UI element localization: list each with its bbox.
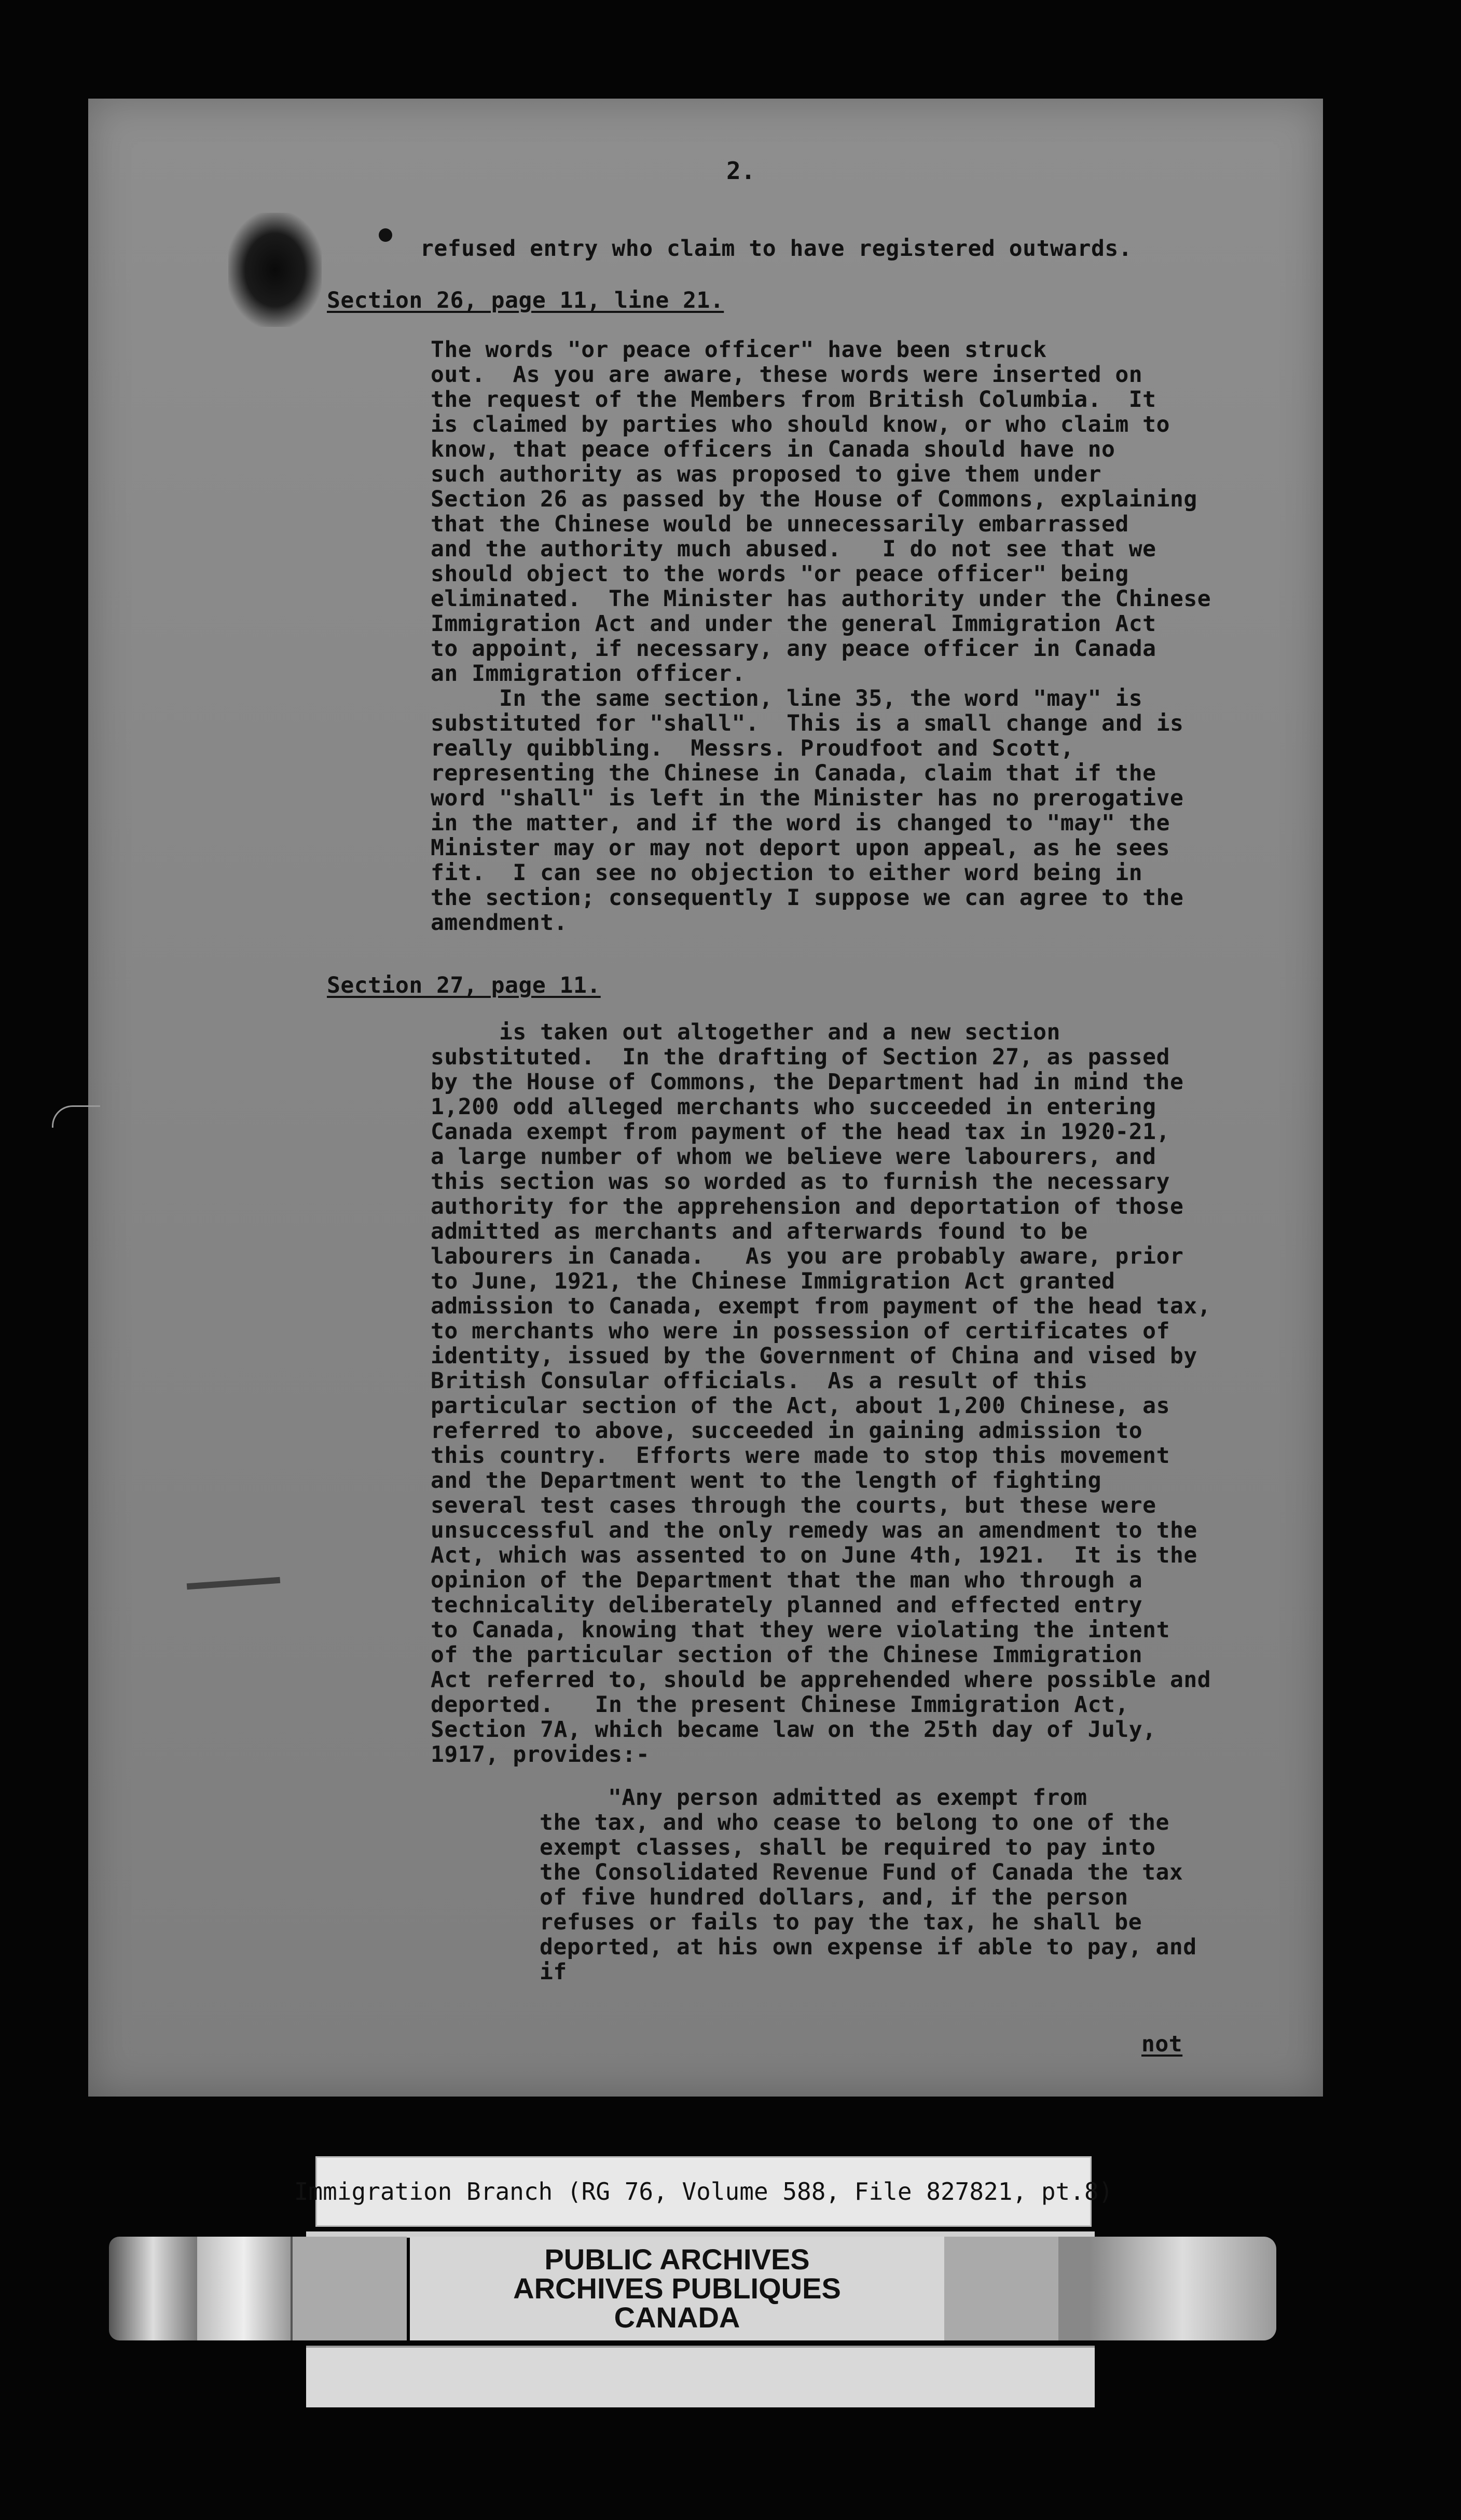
ink-dot bbox=[379, 228, 392, 242]
section-27-body: is taken out altogether and a new section substituted. In the drafting of Section 27, as passed by the House of Commons, the Department had in mind the 1,200 odd alleged merchants who succeeded in entering Canada exempt from payment of the head tax in 1920-21, a large number of whom we believe were labourers, and this section was so worded as to furnish the necessary authority for the apprehension and deportation of those admitted as merchants and afterwards found to be labourers in Canada. As you are probably aware, prior to June, 1921, the Chinese Immigration Act granted admission to Canada, exempt from payment of the head tax, to merchants who were in possession of certificates of identity, issued by the Government of China and vised by British Consular officials. As a result of this particular section of the Act, about 1,200 Chinese, as referred to above, succeeded in gaining admission to this country. Efforts were made to stop this movement and the Department went to the length of fighting several test cases through the courts, but these were unsuccessful and the only remedy was an amendment to the Act, which was assented to on June 4th, 1921. It is the opinion of the Department that the man who through a technicality deliberately planned and effected entry to Canada, knowing that they were violating the intent of the particular section of the Chinese Immigration Act referred to, should be apprehended where possible and deported. In the present Chinese Immigration Act, Section 7A, which became law on the 25th day of July, 1917, provides:- bbox=[431, 1019, 1211, 1768]
archive-reference-label bbox=[294, 2156, 1113, 2227]
page-number: 2. bbox=[726, 157, 756, 185]
film-holder-left bbox=[109, 2237, 197, 2340]
film-holder-left bbox=[197, 2237, 291, 2340]
section-26-heading: Section 26, page 11, line 21. bbox=[327, 287, 724, 313]
document-page bbox=[88, 99, 1323, 2097]
film-holder-right bbox=[944, 2237, 1060, 2340]
stamp-line-2: ARCHIVES PUBLIQUES bbox=[513, 2272, 841, 2305]
catchword: not bbox=[1141, 2031, 1183, 2057]
film-scratch bbox=[52, 1105, 100, 1128]
section-27-heading: Section 27, page 11. bbox=[327, 973, 601, 998]
ink-smudge bbox=[228, 213, 322, 327]
film-holder-left bbox=[291, 2237, 407, 2340]
bottom-label-strip bbox=[306, 2346, 1095, 2407]
archive-reference-text: Immigration Branch (RG 76, Volume 588, File 827821, pt.8) bbox=[294, 2177, 1113, 2206]
section-26-body: The words "or peace officer" have been struck out. As you are aware, these words were inserted on the request of the Members from British Columbia. It is claimed by parties who should know, or who claim to know, that peace officers in Canada should have no such authority as was proposed to give them under Section 26 as passed by the House of Commons, explaining that the Chinese would be unnecessarily embarrassed and the authority much abused. I do not see that we should object to the words "or peace officer" being eliminated. The Minister has authority under the Chinese Immigration Act and under the general Immigration Act to appoint, if necessary, any peace officer in Canada an Immigration officer. In the same section, line 35, the word "may" is substituted for "shall". This is a small change and is really quibbling. Messrs. Proudfoot and Scott, representing the Chinese in Canada, claim that if the word "shall" is left in the Minister has no prerogative in the matter, and if the word is changed to "may" the Minister may or may not deport upon appeal, as he sees fit. I can see no objection to either word being in the section; consequently I suppose we can agree to the amendment. bbox=[431, 337, 1211, 936]
stamp-line-1: PUBLIC ARCHIVES bbox=[544, 2243, 810, 2276]
stamp-line-3: CANADA bbox=[614, 2301, 740, 2334]
film-holder-right bbox=[1090, 2237, 1276, 2340]
section-7a-quotation: "Any person admitted as exempt from the tax, and who cease to belong to one of the exempt classes, shall be required to pay into the Consolidated Revenue Fund of Canada the tax of five hundred dollars, and, if the person refuses or fails to pay the tax, he shall be deported, at his own expense if able to pay, and if bbox=[540, 1785, 1197, 1985]
film-holder-right bbox=[1058, 2237, 1090, 2340]
archives-stamp bbox=[410, 2237, 944, 2340]
continuation-line: refused entry who claim to have registered outwards. bbox=[420, 236, 1133, 262]
